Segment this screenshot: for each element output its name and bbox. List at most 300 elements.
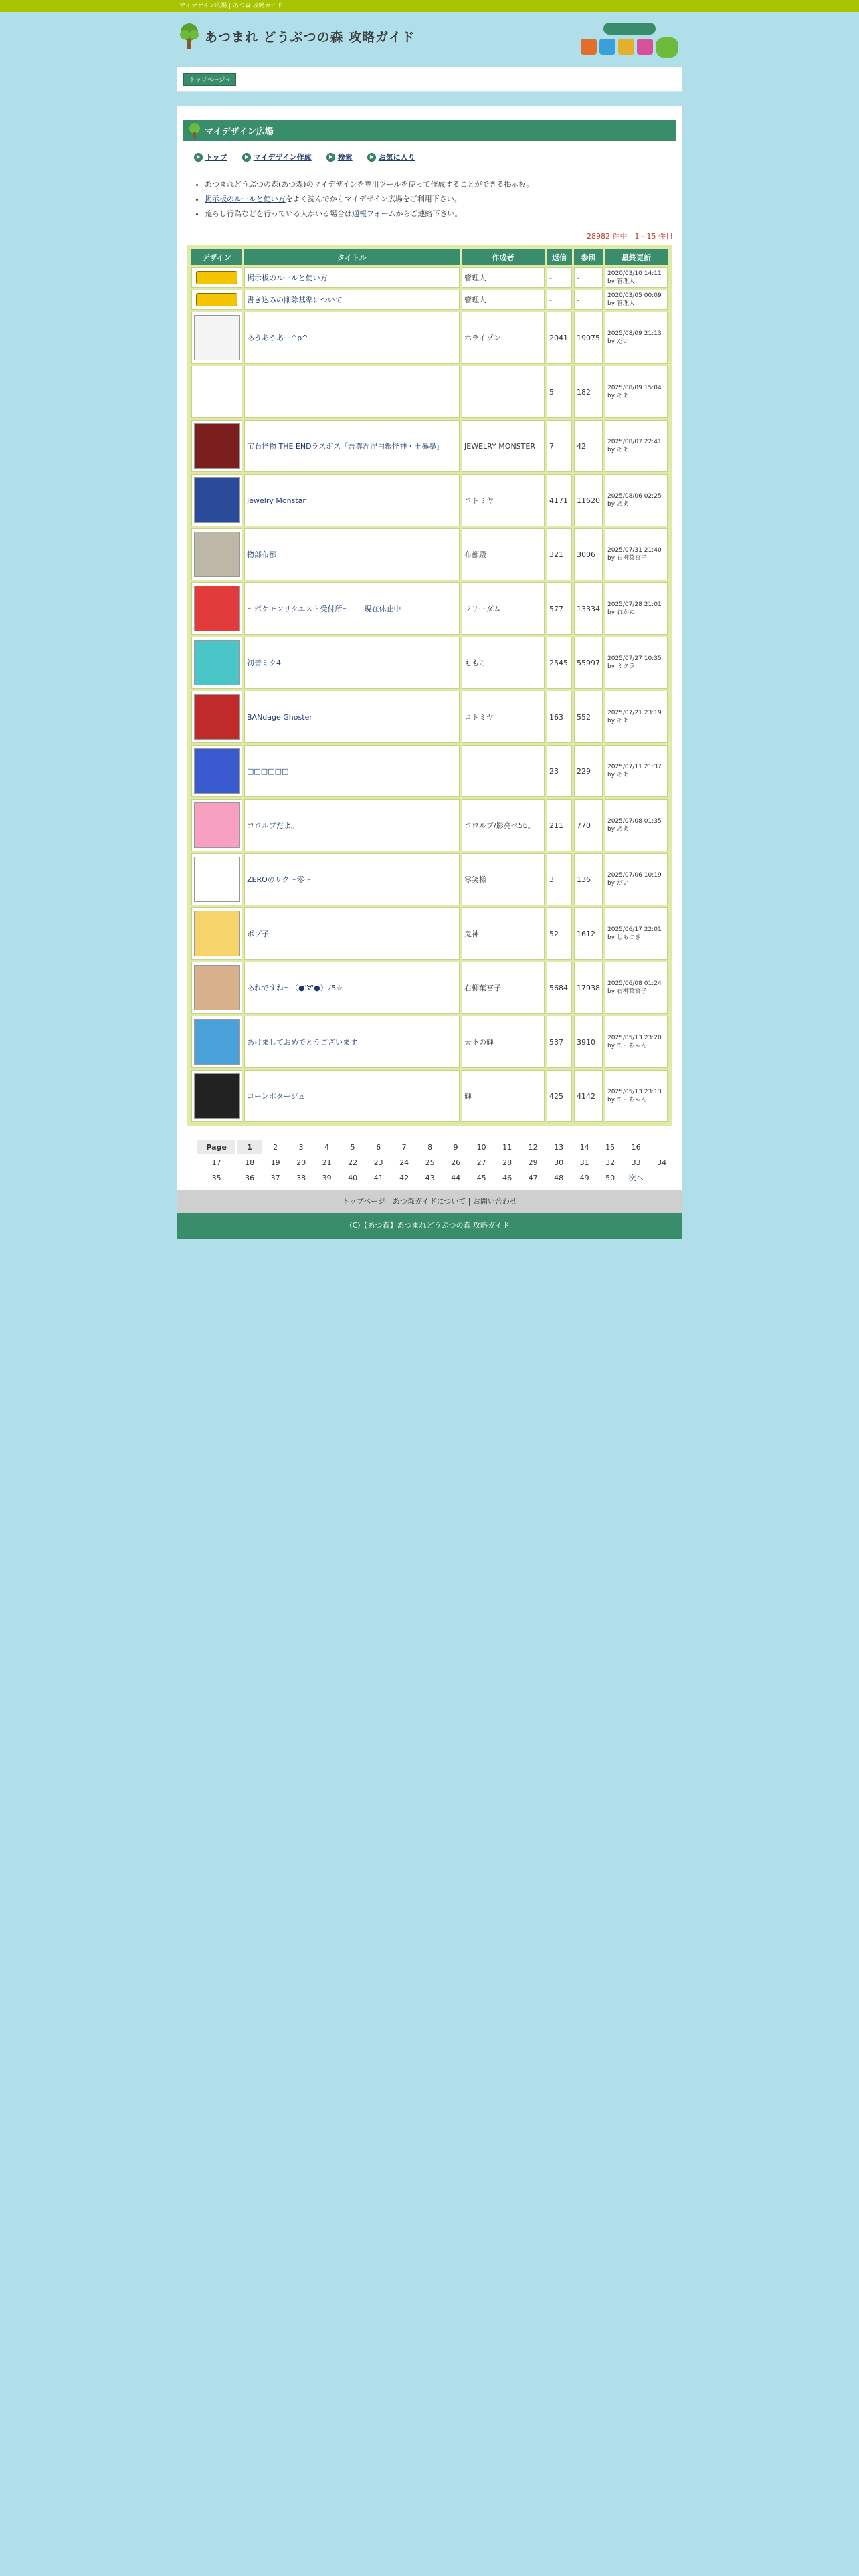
thread-updated <box>605 312 668 364</box>
thread-title-text[interactable]: あけましておめでとうございます <box>247 1038 357 1047</box>
pager-label: Page <box>197 1140 235 1154</box>
thread-title[interactable] <box>244 962 460 1014</box>
thread-author <box>462 290 545 310</box>
page-link[interactable]: 39 <box>322 1173 332 1182</box>
note-item <box>205 177 676 192</box>
thread-views-text: 19075 <box>577 333 600 342</box>
thread-title[interactable] <box>244 853 460 905</box>
portrait-girl-icon[interactable] <box>194 532 240 577</box>
notice-badge-icon[interactable] <box>196 293 237 306</box>
page-link[interactable]: 36 <box>245 1173 255 1182</box>
note-text: をよく読んでからマイデザイン広場をご利用下さい。 <box>285 195 462 203</box>
thread-replies-text: 52 <box>549 929 559 938</box>
thread-title[interactable] <box>244 290 460 310</box>
subnav-create[interactable] <box>242 152 312 163</box>
thread-replies <box>547 1016 572 1068</box>
subnav-favorites[interactable] <box>367 152 415 163</box>
thread-title-text[interactable]: ポプ子 <box>247 930 269 938</box>
thread-title[interactable] <box>244 1070 460 1122</box>
thread-author-text: フリーダム <box>464 605 501 613</box>
thread-views-text: - <box>577 273 579 282</box>
thread-replies <box>547 528 572 580</box>
site-logo-text: あつまれ どうぶつの森 攻略ガイド <box>205 29 415 45</box>
page-link[interactable]: 45 <box>476 1173 486 1182</box>
thread-views-text: 229 <box>577 766 591 776</box>
sub-navigation <box>194 152 676 163</box>
notice-badge-icon[interactable] <box>196 271 237 284</box>
footer-links[interactable]: トップページ | あつ森ガイドについて | お問い合わせ <box>177 1190 682 1213</box>
thread-replies-text: 5 <box>549 387 554 397</box>
page-link[interactable]: 32 <box>605 1158 615 1167</box>
thread-author <box>462 799 545 851</box>
page-link[interactable]: 38 <box>296 1173 306 1182</box>
thread-views-text: 13334 <box>577 604 600 613</box>
updated-date: 2020/03/10 14:11 <box>607 270 662 277</box>
page-link[interactable]: 40 <box>348 1173 358 1182</box>
design-cell[interactable] <box>191 853 242 905</box>
subnav-top[interactable] <box>194 152 227 163</box>
updated-date: 2025/06/17 22:01 <box>607 926 662 933</box>
thread-title-text[interactable]: 掲示板のルールと使い方 <box>247 274 328 282</box>
table-row[interactable] <box>191 745 668 797</box>
table-row[interactable] <box>191 1070 668 1122</box>
page-link[interactable]: 14 <box>579 1142 589 1152</box>
thread-replies-text: 211 <box>549 821 563 830</box>
design-cell[interactable] <box>191 528 242 580</box>
site-container <box>177 12 682 1239</box>
robot-red-icon[interactable] <box>194 694 240 740</box>
next-page-link[interactable]: 次へ <box>628 1174 644 1182</box>
table-row[interactable] <box>191 290 668 310</box>
thread-updated <box>605 637 668 689</box>
thread-author-text: コトミヤ <box>464 496 494 505</box>
tree-icon <box>187 122 202 138</box>
colorful-robot-icon[interactable] <box>194 748 240 794</box>
page-title-bar <box>183 120 676 141</box>
thread-replies <box>547 582 572 635</box>
thread-replies-text: 321 <box>549 550 563 559</box>
thread-views-text: 4142 <box>577 1091 595 1101</box>
thread-replies-text: 2545 <box>549 658 568 667</box>
table-row[interactable] <box>191 267 668 288</box>
updated-by: by だい <box>607 338 629 345</box>
thread-title[interactable] <box>244 474 460 526</box>
thread-views <box>574 312 603 364</box>
updated-date: 2025/07/21 23:19 <box>607 710 662 716</box>
top-bar-text: マイデザイン広場 | あつ森 攻略ガイド <box>179 3 283 9</box>
updated-by: by ミクラ <box>607 663 635 670</box>
thread-title-text[interactable]: 初音ミク4 <box>247 659 281 667</box>
spacer <box>177 92 682 106</box>
thread-views-text: 11620 <box>577 496 600 505</box>
thread-updated <box>605 290 668 310</box>
thread-table-wrap <box>187 245 672 1126</box>
thread-updated <box>605 420 668 472</box>
thread-views-text: 136 <box>577 875 591 884</box>
design-cell[interactable] <box>191 962 242 1014</box>
thread-replies-text: 7 <box>549 441 554 451</box>
page-link[interactable]: 27 <box>476 1158 486 1167</box>
thread-author <box>462 962 545 1014</box>
page-link[interactable]: 3 <box>298 1142 304 1152</box>
page-link[interactable]: 4 <box>324 1142 330 1152</box>
page-link[interactable]: 18 <box>245 1158 255 1167</box>
thread-views-text: 3006 <box>577 550 595 559</box>
table-row[interactable] <box>191 366 668 418</box>
thread-replies-text: 577 <box>549 604 563 613</box>
table-row[interactable] <box>191 691 668 743</box>
pokeball-icon[interactable] <box>194 586 240 631</box>
page-link[interactable]: 25 <box>425 1158 435 1167</box>
page-link[interactable]: 47 <box>528 1173 538 1182</box>
thread-title-text[interactable]: あれですね〜（●'∀'●）ﾉ5☆ <box>247 984 343 992</box>
thread-replies-text: - <box>549 273 552 282</box>
page-link[interactable]: 24 <box>399 1158 409 1167</box>
updated-by: by ああ <box>607 772 629 778</box>
kanji-rei-icon[interactable] <box>194 857 240 902</box>
candy-icon[interactable] <box>194 802 240 848</box>
thread-title-text[interactable]: コーンポタージュ <box>247 1092 306 1101</box>
thread-replies <box>547 691 572 743</box>
thread-views-text: 182 <box>577 387 591 397</box>
thread-title-text[interactable]: 書き込みの削除基準について <box>247 296 343 304</box>
col-title: タイトル <box>244 249 460 265</box>
thread-views <box>574 962 603 1014</box>
thread-author <box>462 691 545 743</box>
design-cell[interactable] <box>191 312 242 364</box>
thread-author <box>462 366 545 418</box>
page-link[interactable]: 15 <box>605 1142 615 1152</box>
design-cell[interactable] <box>191 1070 242 1122</box>
thread-author <box>462 745 545 797</box>
copyright: (C)【あつ森】あつまれどうぶつの森 攻略ガイド <box>177 1213 682 1239</box>
result-count: 28982 件中 1 - 15 件目 <box>587 232 673 241</box>
page-link[interactable]: 29 <box>528 1158 538 1167</box>
thread-title-text[interactable]: 宝石怪物 THE ENDラスボス「吾尊涅涅白銀怪神・王暴暴」 <box>247 442 444 451</box>
site-logo[interactable] <box>178 23 415 49</box>
thread-views <box>574 907 603 960</box>
page-link[interactable]: 30 <box>554 1158 564 1167</box>
thread-views <box>574 420 603 472</box>
col-replies: 返信 <box>547 249 572 265</box>
thread-updated <box>605 474 668 526</box>
page-link[interactable]: 7 <box>401 1142 407 1152</box>
thread-updated <box>605 799 668 851</box>
thread-author-text: ももこ <box>464 659 486 667</box>
thread-author-text: 管理人 <box>464 296 486 304</box>
thread-views <box>574 1016 603 1068</box>
thread-views <box>574 637 603 689</box>
updated-date: 2025/06/08 01:24 <box>607 980 662 987</box>
page-link[interactable]: 2 <box>273 1142 278 1152</box>
table-header-row <box>191 249 668 265</box>
updated-by: by 管理人 <box>607 278 635 285</box>
thread-replies <box>547 853 572 905</box>
thread-title[interactable] <box>244 312 460 364</box>
thread-author <box>462 1070 545 1122</box>
updated-by: by てーちゃん <box>607 1043 647 1049</box>
thread-title-text[interactable]: 〜ポケモンリクエスト受付所〜 現在休止中 <box>247 605 401 613</box>
updated-date: 2020/03/05 00:09 <box>607 292 662 299</box>
thread-replies <box>547 962 572 1014</box>
thread-updated <box>605 907 668 960</box>
updated-by: by ああ <box>607 826 629 833</box>
page-link[interactable]: 49 <box>579 1173 589 1182</box>
thread-author <box>462 582 545 635</box>
page-link[interactable]: 28 <box>502 1158 512 1167</box>
table-row[interactable] <box>191 853 668 905</box>
design-cell[interactable] <box>191 1016 242 1068</box>
page-link[interactable]: 5 <box>350 1142 355 1152</box>
thread-author <box>462 1016 545 1068</box>
thread-title[interactable] <box>244 582 460 635</box>
thread-author <box>462 474 545 526</box>
thread-replies-text: 4171 <box>549 496 568 505</box>
page-title: マイデザイン広場 <box>205 126 274 137</box>
page-link[interactable]: 44 <box>451 1173 461 1182</box>
blonde-girl-icon[interactable] <box>194 911 240 956</box>
updated-by: by ああ <box>607 447 629 453</box>
updated-date: 2025/05/13 23:20 <box>607 1035 662 1041</box>
thread-title-text[interactable]: 物部布都 <box>247 550 276 559</box>
thread-replies <box>547 799 572 851</box>
table-row[interactable] <box>191 962 668 1014</box>
thread-views-text: 3910 <box>577 1037 595 1047</box>
thread-title[interactable] <box>244 637 460 689</box>
table-row[interactable] <box>191 582 668 635</box>
page-link[interactable]: 41 <box>373 1173 383 1182</box>
page-link[interactable]: 31 <box>579 1158 589 1167</box>
col-author: 作成者 <box>462 249 545 265</box>
subnav-label: 検索 <box>337 153 353 162</box>
design-cell[interactable] <box>191 637 242 689</box>
table-row[interactable] <box>191 528 668 580</box>
thread-author-text: 管理人 <box>464 274 486 282</box>
updated-by: by 右柳葉宮子 <box>607 988 647 995</box>
page-link[interactable]: 13 <box>554 1142 564 1152</box>
page-link[interactable]: 16 <box>631 1142 641 1152</box>
qr-pattern-icon[interactable] <box>194 1073 240 1119</box>
page-link[interactable]: 46 <box>502 1173 512 1182</box>
updated-by: by だい <box>607 880 629 887</box>
subnav-label: トップ <box>205 153 227 162</box>
thread-views <box>574 1070 603 1122</box>
thread-title-text[interactable]: あうあうあー^p^ <box>247 334 308 342</box>
thread-author-text: コロルプ/影亮ペ56。 <box>464 821 535 830</box>
thread-replies-text: 425 <box>549 1091 563 1101</box>
updated-date: 2025/07/08 01:35 <box>607 818 662 825</box>
updated-by: by ああ <box>607 501 629 508</box>
page-link[interactable]: 20 <box>296 1158 306 1167</box>
thread-title-text[interactable]: □□□□□□ <box>247 766 289 776</box>
pager-current: 1 <box>237 1140 262 1154</box>
tree-logo-icon <box>178 23 201 49</box>
jewel-monster-icon[interactable] <box>194 423 240 469</box>
thread-replies <box>547 907 572 960</box>
page-link[interactable]: 22 <box>348 1158 358 1167</box>
page-link[interactable]: 10 <box>476 1142 486 1152</box>
thread-replies-text: 5684 <box>549 983 568 992</box>
col-views: 参照 <box>574 249 603 265</box>
table-row[interactable] <box>191 799 668 851</box>
page-link[interactable]: 12 <box>528 1142 538 1152</box>
page-link[interactable]: 23 <box>373 1158 383 1167</box>
design-cell[interactable] <box>191 907 242 960</box>
thread-title-text[interactable]: ZEROのリク〜零〜 <box>247 875 312 884</box>
thread-updated <box>605 1016 668 1068</box>
thread-author-text: 布都殿 <box>464 550 486 559</box>
thread-title-text[interactable]: コロルプだよ。 <box>247 821 298 830</box>
rules-link[interactable]: 掲示板のルールと使い方 <box>205 195 286 203</box>
thread-views-text: - <box>577 295 579 304</box>
thread-updated <box>605 962 668 1014</box>
updated-by: by てーちゃん <box>607 1097 647 1103</box>
page-link[interactable]: 42 <box>399 1173 409 1182</box>
design-cell[interactable] <box>191 582 242 635</box>
thread-replies-text: 3 <box>549 875 554 884</box>
design-cell[interactable] <box>191 691 242 743</box>
thread-author-text: コトミヤ <box>464 713 494 722</box>
thread-author <box>462 853 545 905</box>
miku-icon[interactable] <box>194 640 240 685</box>
table-row[interactable] <box>191 474 668 526</box>
design-cell[interactable] <box>191 267 242 288</box>
page-link[interactable]: 8 <box>427 1142 433 1152</box>
updated-date: 2025/07/31 21:40 <box>607 547 662 554</box>
table-row[interactable] <box>191 312 668 364</box>
updated-date: 2025/07/28 21:01 <box>607 601 662 608</box>
thread-replies <box>547 474 572 526</box>
updated-date: 2025/08/09 15:04 <box>607 385 662 391</box>
thread-updated <box>605 745 668 797</box>
thread-author-text: ホライゾン <box>464 334 501 342</box>
page-link[interactable]: 9 <box>453 1142 458 1152</box>
main-content <box>177 106 682 1190</box>
table-row[interactable] <box>191 907 668 960</box>
thread-replies-text: 163 <box>549 712 563 722</box>
ghost-face-icon[interactable] <box>194 315 240 360</box>
thread-replies-text: 2041 <box>549 333 568 342</box>
page-link[interactable]: 50 <box>605 1173 615 1182</box>
page-link[interactable]: 17 <box>211 1158 221 1167</box>
thread-views-text: 55997 <box>577 658 600 667</box>
game-title-logo <box>579 21 680 62</box>
thread-updated <box>605 853 668 905</box>
thread-author <box>462 528 545 580</box>
note-text: からご連絡下さい。 <box>395 209 462 218</box>
thread-replies <box>547 1070 572 1122</box>
thread-author-text: 輝 <box>464 1092 472 1101</box>
note-text: 荒らし行為などを行っている人がいる場合は <box>205 209 352 218</box>
page-link[interactable]: 37 <box>270 1173 280 1182</box>
thread-author-text: 鬼神 <box>464 930 479 938</box>
design-cell[interactable] <box>191 474 242 526</box>
updated-date: 2025/07/11 21:37 <box>607 764 662 770</box>
updated-date: 2025/08/09 21:13 <box>607 330 662 337</box>
page-link[interactable]: 6 <box>376 1142 381 1152</box>
design-cell[interactable] <box>191 799 242 851</box>
thread-views-text: 1612 <box>577 929 595 938</box>
thread-title[interactable] <box>244 907 460 960</box>
page-link[interactable]: 34 <box>657 1158 667 1167</box>
thread-title[interactable] <box>244 528 460 580</box>
design-cell[interactable] <box>191 420 242 472</box>
thread-author <box>462 267 545 288</box>
thread-replies-text: - <box>549 295 552 304</box>
thread-title[interactable] <box>244 420 460 472</box>
page-link[interactable]: 21 <box>322 1158 332 1167</box>
thread-title[interactable] <box>244 691 460 743</box>
updated-by: by 管理人 <box>607 300 635 307</box>
thread-title-text[interactable]: BANdage Ghoster <box>247 712 312 722</box>
page-link[interactable]: 26 <box>451 1158 461 1167</box>
table-row[interactable] <box>191 637 668 689</box>
thread-author-text: JEWELRY MONSTER <box>464 441 535 451</box>
thread-views-text: 42 <box>577 441 586 451</box>
arrow-circle-icon <box>194 153 203 162</box>
top-bar <box>0 0 859 12</box>
thread-views <box>574 691 603 743</box>
thread-updated <box>605 1070 668 1122</box>
thread-title[interactable] <box>244 366 460 418</box>
page-link[interactable]: 48 <box>554 1173 564 1182</box>
thread-views <box>574 799 603 851</box>
breadcrumb-bar <box>177 67 682 92</box>
thread-title[interactable] <box>244 745 460 797</box>
page-link[interactable]: 43 <box>425 1173 435 1182</box>
design-cell[interactable] <box>191 290 242 310</box>
newyear-icon[interactable] <box>194 1019 240 1065</box>
thread-title[interactable] <box>244 1016 460 1068</box>
thread-title[interactable] <box>244 267 460 288</box>
header <box>177 12 682 67</box>
table-row[interactable] <box>191 1016 668 1068</box>
thread-author-text: 零笑様 <box>464 875 486 884</box>
table-row[interactable] <box>191 420 668 472</box>
thread-replies <box>547 745 572 797</box>
thread-views <box>574 745 603 797</box>
page-link[interactable]: 35 <box>211 1173 221 1182</box>
thread-replies-text: 23 <box>549 766 559 776</box>
thread-updated <box>605 366 668 418</box>
couple-icon[interactable] <box>194 965 240 1010</box>
robot-monster-icon[interactable] <box>194 477 240 523</box>
thread-author-text: 天下の輝 <box>464 1038 494 1047</box>
subnav-search[interactable] <box>326 152 353 163</box>
arrow-circle-icon <box>326 153 335 162</box>
note-text: あつまれどうぶつの森(あつ森)のマイデザインを専用ツールを使って作成することができる掲示板。 <box>205 180 534 189</box>
thread-title-text[interactable]: Jewelry Monstar <box>247 496 306 505</box>
thread-title[interactable] <box>244 799 460 851</box>
thread-author-text: 右柳葉宮子 <box>464 984 501 992</box>
updated-by: by 右柳葉宮子 <box>607 555 647 562</box>
subnav-label: マイデザイン作成 <box>253 153 312 162</box>
thread-replies <box>547 366 572 418</box>
design-cell[interactable] <box>191 745 242 797</box>
thread-author <box>462 637 545 689</box>
thread-table <box>189 247 670 1124</box>
report-form-link[interactable]: 通報フォーム <box>352 209 396 218</box>
thread-views <box>574 582 603 635</box>
page-link[interactable]: 33 <box>631 1158 641 1167</box>
page-link[interactable]: 11 <box>502 1142 512 1152</box>
updated-date: 2025/05/13 23:13 <box>607 1089 662 1095</box>
breadcrumb-top-link[interactable]: トップページ→ <box>183 73 236 86</box>
thread-updated <box>605 267 668 288</box>
page-link[interactable]: 19 <box>270 1158 280 1167</box>
design-cell[interactable] <box>191 366 242 418</box>
blank-icon[interactable] <box>195 370 239 414</box>
